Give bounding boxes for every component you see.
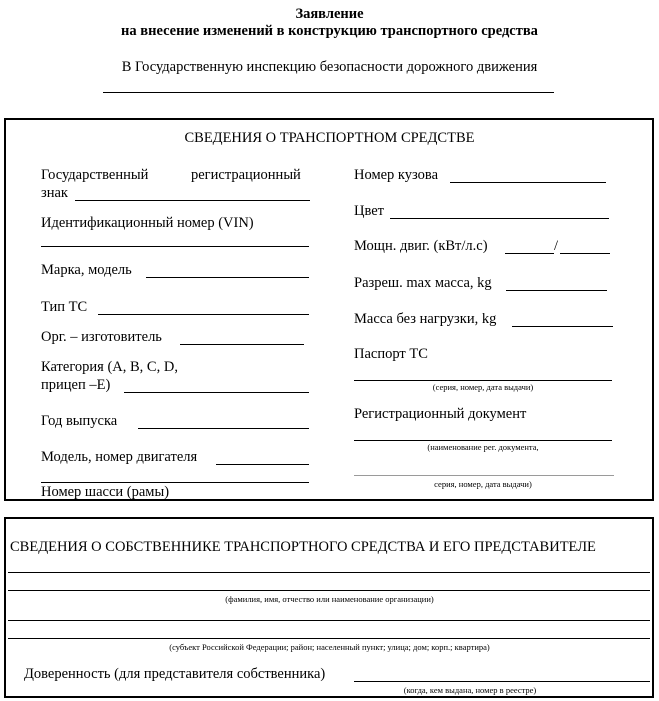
reg-sign-label-word3: знак [41, 185, 68, 201]
document-title: Заявление [295, 6, 364, 22]
owner-name-caption: (фамилия, имя, отчество или наименование организации) [225, 594, 434, 604]
vin-input-line[interactable] [41, 246, 309, 247]
unladen-mass-input-line[interactable] [512, 326, 613, 327]
vehicle-type-label: Тип ТС [41, 299, 88, 315]
engine-input-line[interactable] [216, 464, 309, 465]
category-label-line1: Категория (A, B, C, D, [41, 359, 178, 375]
engine-power-label: Мощн. двиг. (кВт/л.с) [354, 238, 488, 254]
owner-address-caption: (субъект Российской Федерации; район; населенный пункт; улица; дом; корп.; квартира) [169, 642, 490, 652]
vehicle-section-heading: СВЕДЕНИЯ О ТРАНСПОРТНОМ СРЕДСТВЕ [184, 130, 475, 146]
passport-input-line[interactable] [354, 380, 612, 381]
engine-input-line-2[interactable] [41, 482, 309, 483]
reg-sign-label-word2: регистрационный [191, 167, 301, 183]
reg-document-caption-1: (наименование рег. документа, [427, 442, 539, 452]
document-subtitle: на внесение изменений в конструкцию транспортного средства [121, 23, 538, 39]
manufacturer-input-line[interactable] [180, 344, 304, 345]
engine-label: Модель, номер двигателя [41, 449, 198, 465]
engine-power-kw-input-line[interactable] [505, 253, 554, 254]
color-input-line[interactable] [390, 218, 609, 219]
owner-section-heading: СВЕДЕНИЯ О СОБСТВЕННИКЕ ТРАНСПОРТНОГО СРЕДСТВА И ЕГО ПРЕДСТАВИТЕЛЕ [10, 539, 596, 555]
reg-document-label: Регистрационный документ [354, 406, 527, 422]
reg-sign-input-line[interactable] [75, 200, 310, 201]
owner-address-input-line-1[interactable] [8, 620, 650, 621]
unladen-mass-label: Масса без нагрузки, kg [354, 311, 497, 327]
chassis-label: Номер шасси (рамы) [41, 484, 170, 500]
max-mass-input-line[interactable] [506, 290, 607, 291]
vehicle-type-input-line[interactable] [98, 314, 309, 315]
make-model-input-line[interactable] [146, 277, 309, 278]
power-of-attorney-label: Доверенность (для представителя собственника) [24, 666, 326, 682]
power-of-attorney-input-line[interactable] [354, 681, 650, 682]
make-model-label: Марка, модель [41, 262, 132, 278]
passport-caption: (серия, номер, дата выдачи) [432, 382, 534, 392]
owner-address-input-line-2[interactable] [8, 638, 650, 639]
engine-power-separator: / [554, 238, 559, 254]
year-input-line[interactable] [138, 428, 309, 429]
owner-name-input-line-2[interactable] [8, 590, 650, 591]
body-number-label: Номер кузова [354, 167, 439, 183]
engine-power-hp-input-line[interactable] [560, 253, 610, 254]
reg-document-caption-2: серия, номер, дата выдачи) [434, 479, 532, 489]
reg-document-input-line[interactable] [354, 440, 612, 441]
owner-name-input-line-1[interactable] [8, 572, 650, 573]
category-label-line2: прицеп –E) [41, 377, 111, 393]
reg-document-input-line-2[interactable] [354, 475, 614, 476]
year-label: Год выпуска [41, 413, 118, 429]
body-number-input-line[interactable] [450, 182, 606, 183]
color-label: Цвет [354, 203, 385, 219]
addressee-input-line[interactable] [103, 92, 554, 93]
power-of-attorney-caption: (когда, кем выдана, номер в реестре) [403, 685, 537, 695]
passport-label: Паспорт ТС [354, 346, 428, 362]
reg-sign-label-word1: Государственный [41, 167, 149, 183]
vin-label: Идентификационный номер (VIN) [41, 215, 254, 231]
addressee-text: В Государственную инспекцию безопасности дорожного движения [121, 59, 538, 75]
manufacturer-label: Орг. – изготовитель [41, 329, 162, 345]
category-input-line[interactable] [124, 392, 309, 393]
max-mass-label: Разреш. max масса, kg [354, 275, 492, 291]
